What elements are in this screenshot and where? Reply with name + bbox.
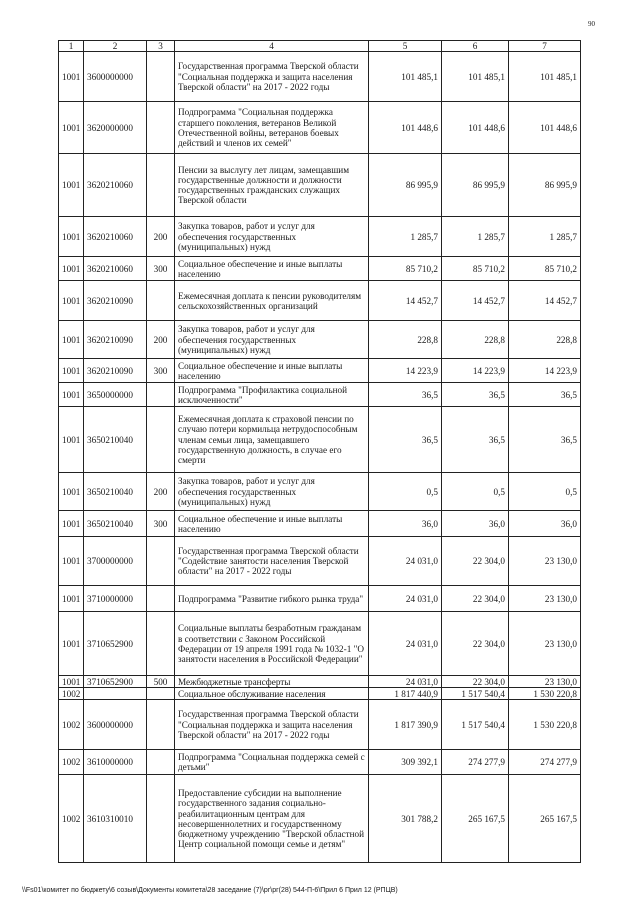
table-row (59, 537, 581, 586)
value-2022-cell: 101 448,6 (509, 102, 581, 154)
table-row (59, 154, 581, 217)
value-2020-cell: 24 031,0 (369, 612, 442, 676)
section-code-cell: 1001 (59, 473, 84, 511)
expense-kind-cell (147, 612, 175, 676)
section-code-cell: 1002 (59, 775, 84, 863)
value-2022-cell: 0,5 (509, 473, 581, 511)
target-code-cell: 3620210090 (84, 359, 147, 383)
target-code-cell: 3710000000 (84, 586, 147, 612)
section-code-cell: 1001 (59, 511, 84, 537)
item-name-cell: Закупка товаров, работ и услуг для обеспечения государственных (муниципальных) нужд (175, 217, 369, 257)
expense-kind-cell (147, 750, 175, 775)
section-code-cell: 1001 (59, 407, 84, 473)
value-2020-cell: 85 710,2 (369, 257, 442, 281)
value-2021-cell: 22 304,0 (442, 612, 509, 676)
value-2021-cell: 14 223,9 (442, 359, 509, 383)
column-header: 7 (509, 41, 581, 52)
value-2021-cell: 22 304,0 (442, 537, 509, 586)
value-2022-cell: 86 995,9 (509, 154, 581, 217)
section-code-cell: 1001 (59, 154, 84, 217)
expense-kind-cell: 300 (147, 359, 175, 383)
expense-kind-cell (147, 407, 175, 473)
value-2021-cell: 1 285,7 (442, 217, 509, 257)
expense-kind-cell (147, 102, 175, 154)
value-2022-cell: 23 130,0 (509, 586, 581, 612)
table-row (59, 676, 581, 688)
table-row (59, 688, 581, 700)
target-code-cell: 3620210060 (84, 257, 147, 281)
value-2021-cell: 86 995,9 (442, 154, 509, 217)
value-2021-cell: 22 304,0 (442, 676, 509, 688)
value-2020-cell: 228,8 (369, 321, 442, 359)
target-code-cell: 3650210040 (84, 511, 147, 537)
section-code-cell: 1002 (59, 750, 84, 775)
target-code-cell: 3610000000 (84, 750, 147, 775)
section-code-cell: 1001 (59, 383, 84, 407)
expense-kind-cell (147, 154, 175, 217)
value-2022-cell: 101 485,1 (509, 52, 581, 102)
value-2022-cell: 228,8 (509, 321, 581, 359)
item-name-cell: Межбюджетные трансферты (175, 676, 369, 688)
value-2021-cell: 228,8 (442, 321, 509, 359)
section-code-cell: 1001 (59, 537, 84, 586)
value-2020-cell: 24 031,0 (369, 537, 442, 586)
value-2020-cell: 1 817 440,9 (369, 688, 442, 700)
table-row (59, 257, 581, 281)
item-name-cell: Государственная программа Тверской области "Содействие занятости населения Тверской области" на 2017 - 2022 годы (175, 537, 369, 586)
expense-kind-cell (147, 586, 175, 612)
target-code-cell: 3710652900 (84, 612, 147, 676)
section-code-cell: 1001 (59, 257, 84, 281)
table-row (59, 383, 581, 407)
table-row (59, 750, 581, 775)
value-2021-cell: 36,5 (442, 407, 509, 473)
expense-kind-cell: 500 (147, 676, 175, 688)
value-2021-cell: 265 167,5 (442, 775, 509, 863)
target-code-cell: 3620210060 (84, 217, 147, 257)
item-name-cell: Закупка товаров, работ и услуг для обеспечения государственных (муниципальных) нужд (175, 321, 369, 359)
section-code-cell: 1001 (59, 321, 84, 359)
table-row (59, 612, 581, 676)
value-2020-cell: 24 031,0 (369, 676, 442, 688)
expense-kind-cell (147, 537, 175, 586)
target-code-cell: 3710652900 (84, 676, 147, 688)
value-2020-cell: 14 452,7 (369, 281, 442, 321)
value-2021-cell: 101 485,1 (442, 52, 509, 102)
value-2020-cell: 309 392,1 (369, 750, 442, 775)
value-2021-cell: 1 517 540,4 (442, 700, 509, 750)
target-code-cell: 3600000000 (84, 52, 147, 102)
item-name-cell: Государственная программа Тверской области "Социальная поддержка и защита населения Тверской области" на 2017 - 2022 годы (175, 700, 369, 750)
value-2020-cell: 36,5 (369, 383, 442, 407)
value-2021-cell: 0,5 (442, 473, 509, 511)
value-2020-cell: 101 485,1 (369, 52, 442, 102)
item-name-cell: Ежемесячная доплата к пенсии руководителям сельскохозяйственных организаций (175, 281, 369, 321)
section-code-cell: 1001 (59, 586, 84, 612)
value-2022-cell: 265 167,5 (509, 775, 581, 863)
expense-kind-cell: 300 (147, 511, 175, 537)
target-code-cell: 3620210060 (84, 154, 147, 217)
column-header: 2 (84, 41, 147, 52)
target-code-cell: 3650210040 (84, 407, 147, 473)
item-name-cell: Подпрограмма "Развитие гибкого рынка труда" (175, 586, 369, 612)
value-2020-cell: 101 448,6 (369, 102, 442, 154)
value-2022-cell: 14 452,7 (509, 281, 581, 321)
value-2022-cell: 14 223,9 (509, 359, 581, 383)
table-header-row (59, 41, 581, 52)
value-2021-cell: 274 277,9 (442, 750, 509, 775)
expense-kind-cell (147, 281, 175, 321)
value-2021-cell: 36,0 (442, 511, 509, 537)
item-name-cell: Подпрограмма "Социальная поддержка старшего поколения, ветеранов Великой Отечественной войны, ветеранов боевых действий и членов их семей" (175, 102, 369, 154)
value-2020-cell: 301 788,2 (369, 775, 442, 863)
section-code-cell: 1001 (59, 359, 84, 383)
table-row (59, 217, 581, 257)
budget-table (58, 40, 581, 863)
value-2020-cell: 0,5 (369, 473, 442, 511)
expense-kind-cell (147, 700, 175, 750)
value-2022-cell: 23 130,0 (509, 612, 581, 676)
value-2021-cell: 101 448,6 (442, 102, 509, 154)
value-2022-cell: 1 530 220,8 (509, 700, 581, 750)
table-row (59, 321, 581, 359)
target-code-cell: 3620000000 (84, 102, 147, 154)
item-name-cell: Социальное обеспечение и иные выплаты населению (175, 511, 369, 537)
column-header: 5 (369, 41, 442, 52)
expense-kind-cell: 200 (147, 217, 175, 257)
item-name-cell: Закупка товаров, работ и услуг для обеспечения государственных (муниципальных) нужд (175, 473, 369, 511)
table-row (59, 473, 581, 511)
value-2021-cell: 14 452,7 (442, 281, 509, 321)
value-2022-cell: 36,0 (509, 511, 581, 537)
expense-kind-cell (147, 383, 175, 407)
expense-kind-cell: 200 (147, 473, 175, 511)
value-2020-cell: 24 031,0 (369, 586, 442, 612)
value-2021-cell: 85 710,2 (442, 257, 509, 281)
value-2020-cell: 36,0 (369, 511, 442, 537)
section-code-cell: 1001 (59, 676, 84, 688)
column-header: 6 (442, 41, 509, 52)
item-name-cell: Подпрограмма "Социальная поддержка семей с детьми" (175, 750, 369, 775)
target-code-cell: 3700000000 (84, 537, 147, 586)
table-row (59, 511, 581, 537)
section-code-cell: 1002 (59, 700, 84, 750)
target-code-cell: 3620210090 (84, 321, 147, 359)
column-header: 4 (175, 41, 369, 52)
item-name-cell: Подпрограмма "Профилактика социальной исключенности" (175, 383, 369, 407)
expense-kind-cell (147, 52, 175, 102)
table-row (59, 281, 581, 321)
value-2020-cell: 86 995,9 (369, 154, 442, 217)
value-2021-cell: 22 304,0 (442, 586, 509, 612)
target-code-cell: 3610310010 (84, 775, 147, 863)
value-2020-cell: 1 817 390,9 (369, 700, 442, 750)
value-2022-cell: 36,5 (509, 407, 581, 473)
value-2022-cell: 274 277,9 (509, 750, 581, 775)
target-code-cell: 3650210040 (84, 473, 147, 511)
value-2020-cell: 36,5 (369, 407, 442, 473)
value-2021-cell: 36,5 (442, 383, 509, 407)
section-code-cell: 1001 (59, 217, 84, 257)
value-2020-cell: 1 285,7 (369, 217, 442, 257)
table-row (59, 102, 581, 154)
value-2021-cell: 1 517 540,4 (442, 688, 509, 700)
table-row (59, 700, 581, 750)
item-name-cell: Предоставление субсидии на выполнение государственного задания социально-реабилитационным центрам для несовершеннолетних и государственному бюджетному учреждению "Тверской областной Центр социальной помощи семье и детям" (175, 775, 369, 863)
item-name-cell: Социальное обеспечение и иные выплаты населению (175, 359, 369, 383)
value-2022-cell: 36,5 (509, 383, 581, 407)
expense-kind-cell (147, 775, 175, 863)
column-header: 1 (59, 41, 84, 52)
expense-kind-cell: 200 (147, 321, 175, 359)
value-2022-cell: 1 530 220,8 (509, 688, 581, 700)
column-header: 3 (147, 41, 175, 52)
section-code-cell: 1001 (59, 612, 84, 676)
section-code-cell: 1002 (59, 688, 84, 700)
table-row (59, 407, 581, 473)
target-code-cell (84, 688, 147, 700)
target-code-cell: 3650000000 (84, 383, 147, 407)
value-2022-cell: 85 710,2 (509, 257, 581, 281)
item-name-cell: Социальное обслуживание населения (175, 688, 369, 700)
table-row (59, 775, 581, 863)
table-row (59, 52, 581, 102)
value-2022-cell: 23 130,0 (509, 676, 581, 688)
value-2022-cell: 23 130,0 (509, 537, 581, 586)
value-2020-cell: 14 223,9 (369, 359, 442, 383)
table-row (59, 359, 581, 383)
item-name-cell: Социальное обеспечение и иные выплаты населению (175, 257, 369, 281)
target-code-cell: 3620210090 (84, 281, 147, 321)
section-code-cell: 1001 (59, 281, 84, 321)
footer-file-path: \\Fs01\комитет по бюджету\6 созыв\Документы комитета\28 заседание (7)\рг\рг(28) 544-П-6\Прил 6 Прил 12 (РПЦВ) (22, 887, 398, 894)
expense-kind-cell (147, 688, 175, 700)
value-2022-cell: 1 285,7 (509, 217, 581, 257)
item-name-cell: Пенсии за выслугу лет лицам, замещавшим государственные должности и должности государственных гражданских служащих Тверской области (175, 154, 369, 217)
table-row (59, 586, 581, 612)
item-name-cell: Социальные выплаты безработным гражданам в соответствии с Законом Российской Федерации от 19 апреля 1991 года № 1032-1 "О занятости населения в Российской Федерации" (175, 612, 369, 676)
item-name-cell: Государственная программа Тверской области "Социальная поддержка и защита населения Тверской области" на 2017 - 2022 годы (175, 52, 369, 102)
item-name-cell: Ежемесячная доплата к страховой пенсии по случаю потери кормильца нетрудоспособным членам семьи лица, замещавшего государственную должность, в случае его смерти (175, 407, 369, 473)
expense-kind-cell: 300 (147, 257, 175, 281)
section-code-cell: 1001 (59, 102, 84, 154)
target-code-cell: 3600000000 (84, 700, 147, 750)
page-number: 90 (588, 20, 595, 28)
section-code-cell: 1001 (59, 52, 84, 102)
